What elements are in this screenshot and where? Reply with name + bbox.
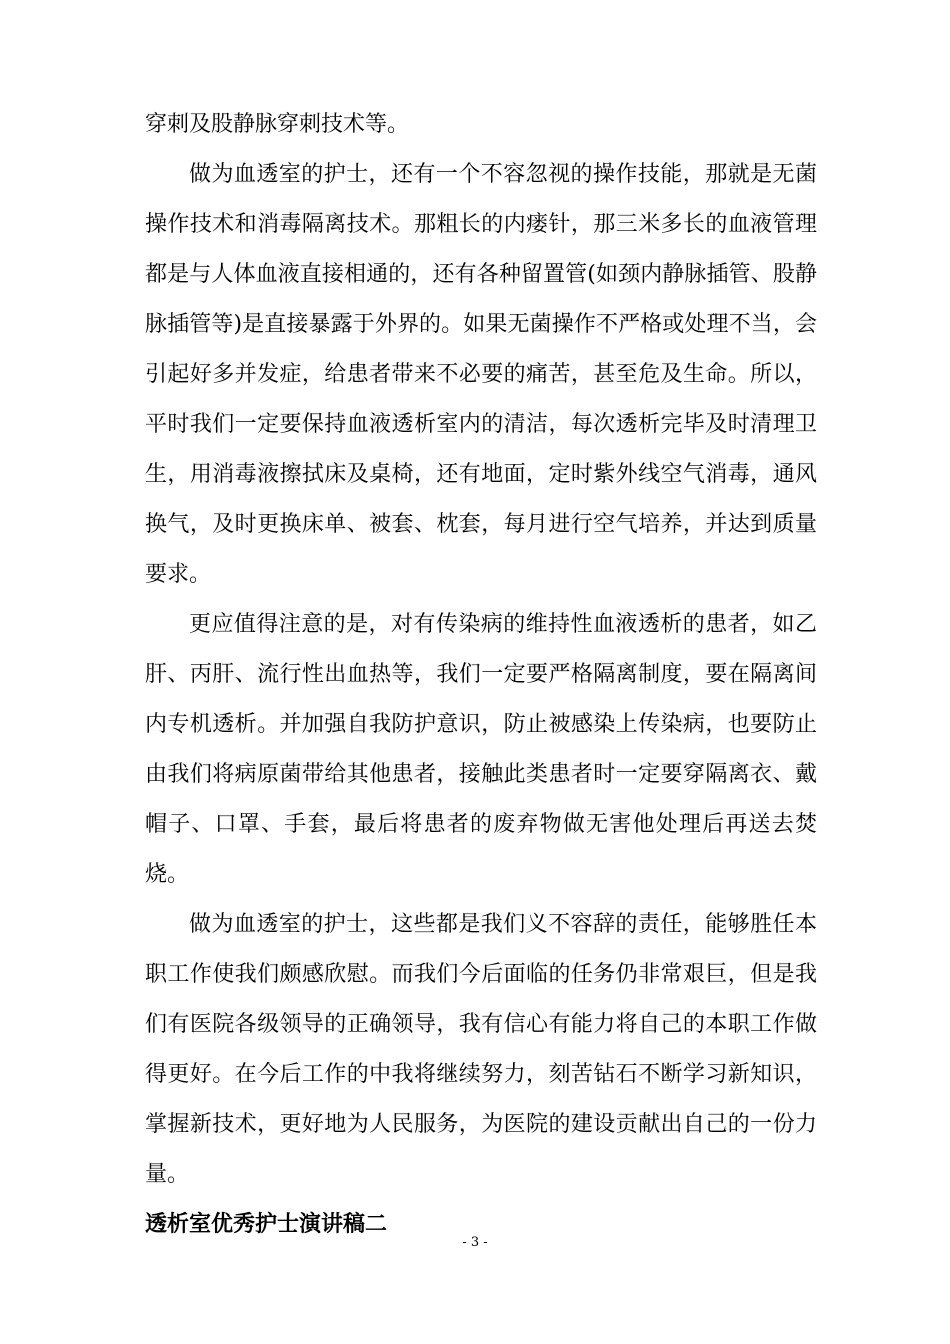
paragraph-continuation: 穿刺及股静脉穿刺技术等。 bbox=[145, 112, 410, 137]
section-heading: 透析室优秀护士演讲稿二 bbox=[145, 1212, 388, 1237]
document-body bbox=[145, 100, 817, 1250]
page-number: - 3 - bbox=[462, 1235, 488, 1250]
paragraph-responsibility: 做为血透室的护士，这些都是我们义不容辞的责任，能够胜任本职工作使我们颇感欣慰。而我们今后面临的任务仍非常艰巨，但是我们有医院各级领导的正确领导，我有信心有能力将自己的本职工作做得更好。在今后工作的中我将继续努力，刻苦钻石不断学习新知识，掌握新技术，更好地为人民服务，为医院的建设贡献出自己的一份力量。 bbox=[145, 912, 817, 1187]
paragraph-infectious-isolation: 更应值得注意的是，对有传染病的维持性血液透析的患者，如乙肝、丙肝、流行性出血热等，我们一定要严格隔离制度，要在隔离间内专机透析。并加强自我防护意识，防止被感染上传染病，也要防止由我们将病原菌带给其他患者，接触此类患者时一定要穿隔离衣、戴帽子、口罩、手套，最后将患者的废弃物做无害他处理后再送去焚烧。 bbox=[145, 612, 817, 887]
paragraph-aseptic-technique: 做为血透室的护士，还有一个不容忽视的操作技能，那就是无菌操作技术和消毒隔离技术。那粗长的内瘘针，那三米多长的血液管理都是与人体血液直接相通的，还有各种留置管(如颈内静脉插管、股静脉插管等)是直接暴露于外界的。如果无菌操作不严格或处理不当，会引起好多并发症，给患者带来不必要的痛苦，甚至危及生命。所以，平时我们一定要保持血液透析室内的清洁，每次透析完毕及时清理卫生，用消毒液擦拭床及桌椅，还有地面，定时紫外线空气消毒，通风换气，及时更换床单、被套、枕套，每月进行空气培养，并达到质量要求。 bbox=[145, 162, 817, 587]
